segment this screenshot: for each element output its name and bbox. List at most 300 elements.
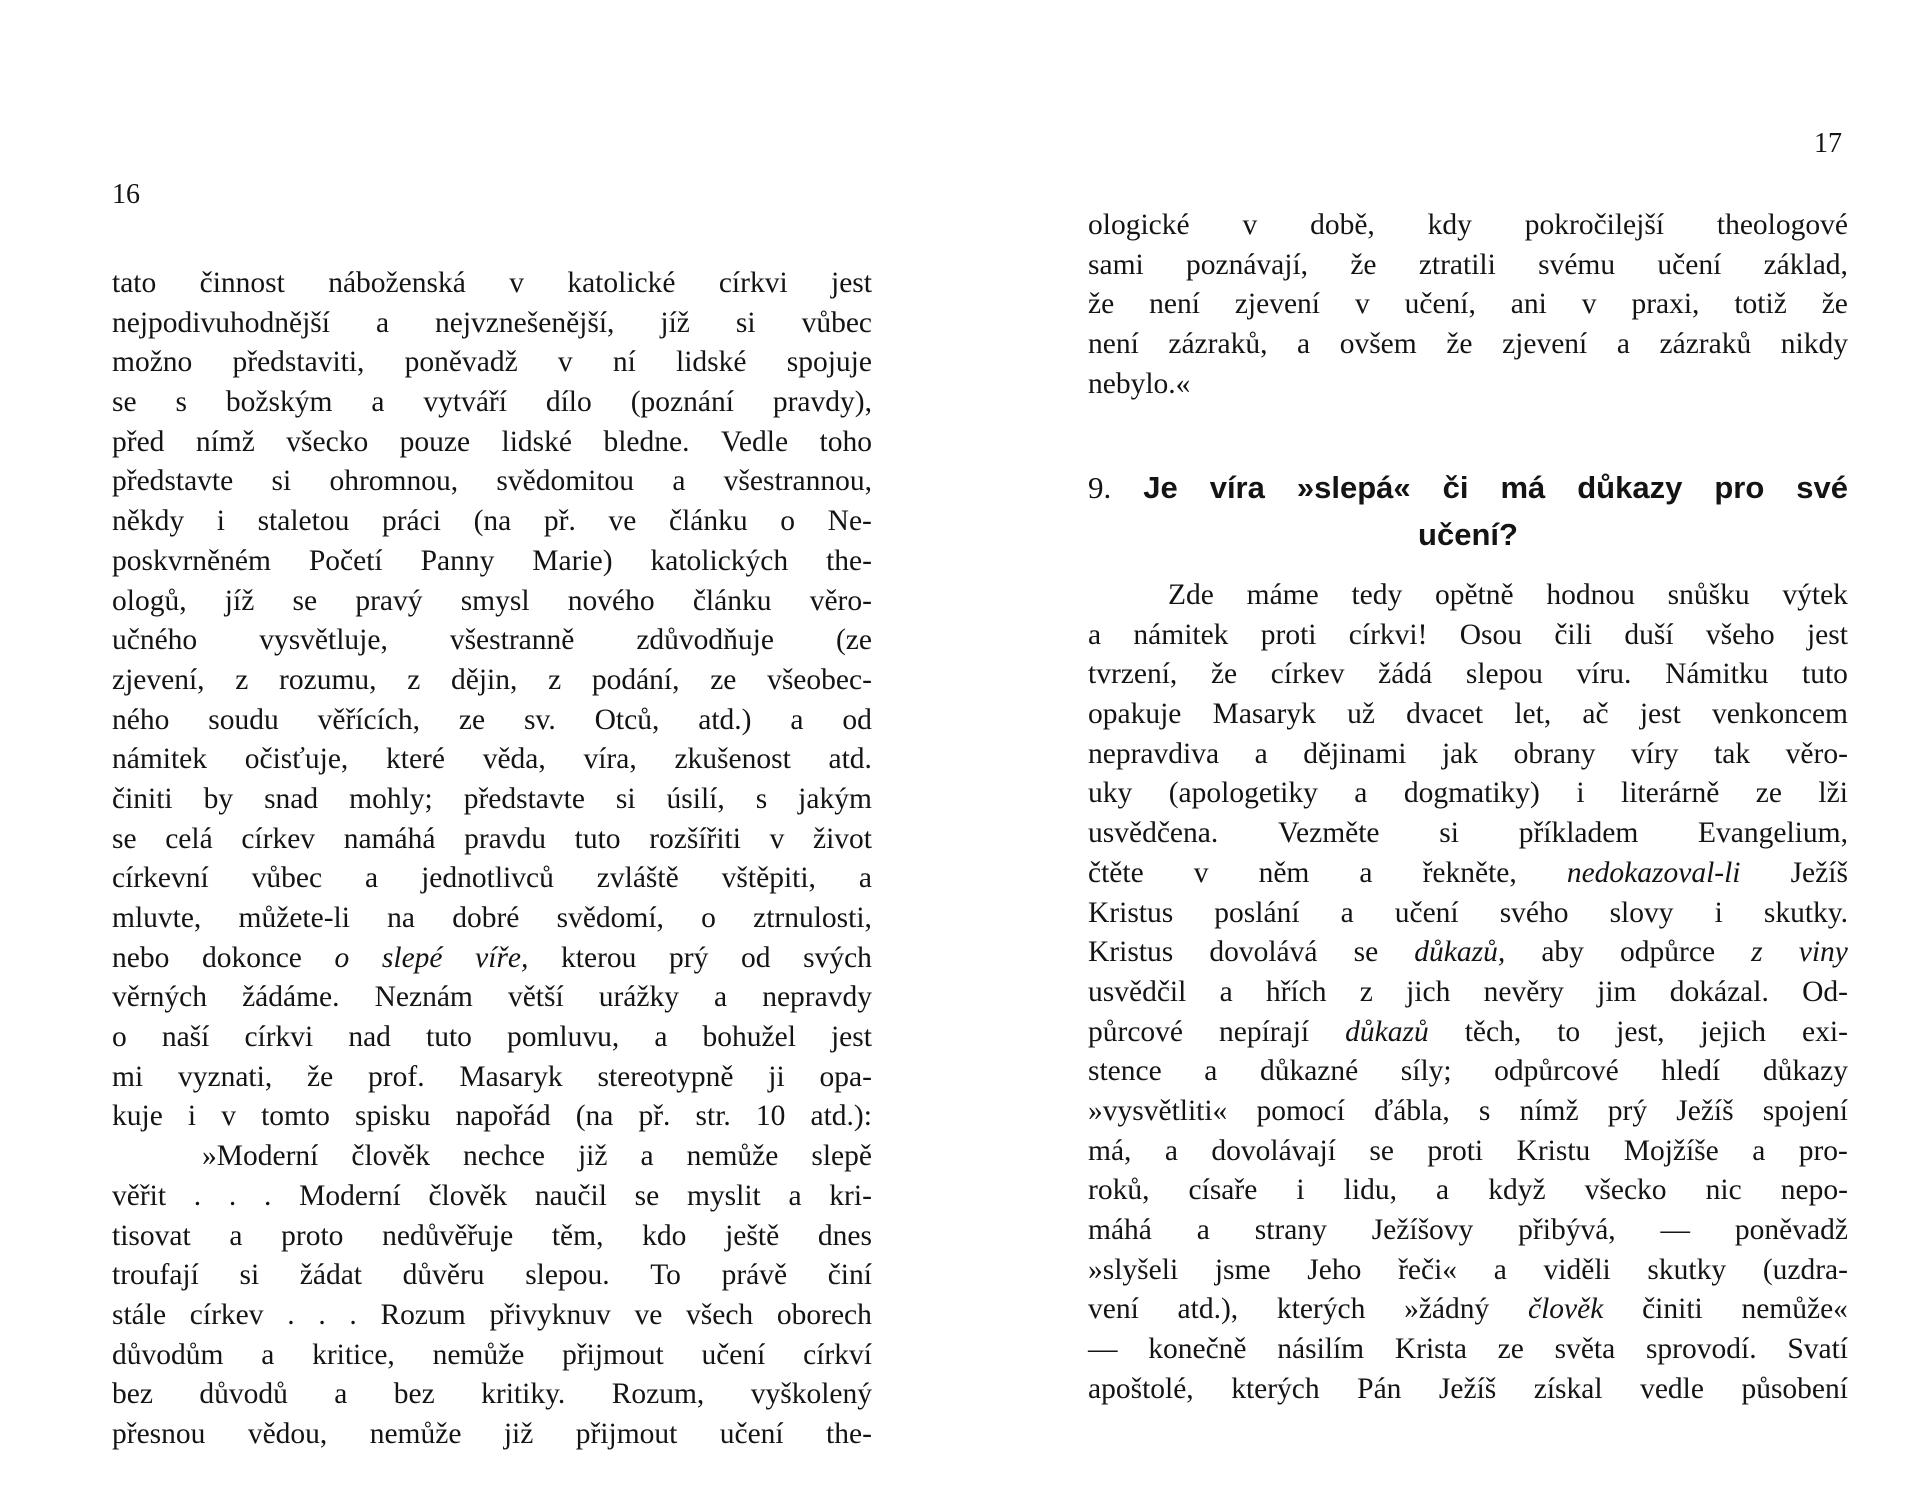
word: Evangelium, — [1698, 817, 1848, 850]
word: Ježíš — [1438, 1372, 1497, 1405]
word: spojuje — [786, 346, 872, 379]
word: proto — [281, 1219, 344, 1252]
word: a — [1196, 1214, 1210, 1246]
text-line — [1088, 857, 1848, 897]
word: Ježíšovy — [1371, 1214, 1474, 1246]
word: tedy — [1351, 579, 1403, 611]
word: z — [548, 663, 562, 696]
word: praxi, — [1631, 288, 1700, 321]
word: napořád — [455, 1100, 551, 1133]
word: důvěru — [402, 1259, 485, 1292]
word: Vedle — [720, 425, 789, 458]
word: pouze — [399, 425, 471, 458]
word: mohly; — [349, 782, 433, 815]
word: pravý — [355, 584, 423, 617]
word: . — [287, 1298, 295, 1331]
text-line — [112, 307, 872, 347]
word: poznávají, — [1186, 248, 1309, 281]
heading-word: Je — [1143, 470, 1178, 505]
word: dokázal. — [1669, 975, 1769, 1008]
word: jest, — [1616, 1015, 1665, 1048]
text-line — [1088, 288, 1848, 328]
word: v — [1193, 856, 1209, 889]
word: o — [780, 505, 796, 538]
word: a — [1436, 1174, 1450, 1207]
word: stereotypně — [597, 1060, 734, 1093]
word: oborech — [776, 1298, 872, 1331]
word: máme — [1246, 579, 1319, 611]
word: troufají — [112, 1259, 199, 1292]
word: a — [261, 1338, 275, 1371]
text-line — [112, 902, 872, 942]
word: představiti, — [232, 346, 365, 379]
word: poskvrněném — [112, 544, 271, 577]
word: a — [375, 306, 390, 339]
text-line — [1088, 209, 1848, 249]
word: si — [615, 782, 636, 815]
word: se — [292, 584, 318, 617]
text-line — [1088, 1373, 1848, 1413]
word: obrany — [1513, 737, 1596, 770]
word: ztratili — [1418, 248, 1496, 281]
word: Osou — [1459, 618, 1523, 651]
word: hodnou — [1546, 579, 1635, 611]
word: snůšku — [1667, 579, 1750, 611]
word: církev — [189, 1298, 264, 1331]
word: čtěte — [1088, 856, 1144, 889]
word: ještě — [725, 1219, 780, 1252]
word: kterou — [561, 941, 637, 974]
word: všeobec- — [767, 663, 872, 696]
word: celá — [165, 822, 213, 855]
word: těch, — [1464, 1015, 1522, 1048]
word: dvacet — [1406, 698, 1484, 731]
word: činiti — [112, 782, 173, 815]
word: usvědčil — [1088, 975, 1187, 1008]
word: zjevení, — [112, 663, 205, 696]
word: věro- — [809, 584, 872, 617]
word: které — [386, 743, 445, 776]
word: přesnou — [112, 1417, 206, 1450]
word: aby — [1541, 936, 1584, 969]
text-line — [1088, 777, 1848, 817]
word: tuto — [426, 1021, 472, 1054]
word: hřích — [1265, 975, 1327, 1008]
word: nebylo.« — [1088, 367, 1191, 400]
word: str. — [695, 1100, 731, 1133]
word: ji — [768, 1060, 785, 1093]
word: nejvznešenější, — [435, 306, 615, 339]
word: věro- — [1785, 737, 1848, 770]
word: že — [1210, 658, 1238, 691]
text-line — [112, 1259, 872, 1299]
word: jich — [1406, 975, 1451, 1008]
word: Zde — [1168, 579, 1214, 611]
word: . — [193, 1179, 202, 1212]
word: jim — [1597, 975, 1637, 1008]
word: (na — [473, 505, 512, 538]
word: se — [634, 1179, 660, 1212]
word: nemůže« — [1741, 1293, 1848, 1326]
word: nechce — [463, 1140, 545, 1173]
word: církvi! — [1348, 618, 1428, 651]
word: tisovat — [112, 1219, 191, 1252]
word: snad — [264, 782, 319, 815]
word: nemůže — [686, 1140, 779, 1173]
word: a — [1254, 737, 1268, 770]
word: učení — [719, 1417, 784, 1450]
word: namáhá — [343, 822, 436, 855]
word: odpůrce — [1620, 936, 1716, 969]
word: (apologetiky — [1168, 777, 1318, 810]
word: že — [307, 1060, 334, 1093]
word: vytváří — [423, 386, 507, 419]
word: ač — [1582, 698, 1609, 731]
word: a — [858, 862, 872, 895]
word: To — [650, 1259, 681, 1292]
word: nového — [567, 584, 655, 617]
word: ze — [1497, 1333, 1524, 1366]
word: kri- — [829, 1179, 872, 1212]
word: dobré — [452, 902, 520, 934]
word: dnes — [817, 1219, 872, 1252]
word: Kristu — [1516, 1134, 1591, 1167]
word: kterých — [1231, 1372, 1320, 1405]
word: příkladem — [1518, 817, 1639, 850]
word: si — [271, 465, 292, 498]
word: Námitku — [1665, 658, 1769, 691]
text-line — [112, 624, 872, 664]
word: článku — [668, 505, 748, 538]
word: a — [229, 1219, 243, 1252]
word: článku — [692, 584, 772, 617]
word: . — [228, 1179, 237, 1212]
word: všech — [686, 1298, 754, 1331]
word: síly; — [1400, 1055, 1452, 1088]
word: »vysvětliti« — [1088, 1094, 1228, 1127]
word: ďábla, — [1374, 1094, 1450, 1127]
word: spisku — [355, 1100, 431, 1133]
word: sami — [1088, 248, 1144, 281]
word: i — [1296, 1174, 1305, 1207]
text-line — [1088, 658, 1848, 698]
word: svých — [803, 941, 872, 974]
text-line — [112, 664, 872, 704]
word: Moderní — [299, 1179, 401, 1212]
word: církvi — [718, 267, 788, 299]
word: činí — [827, 1259, 872, 1292]
word: už — [1347, 698, 1375, 731]
text-line — [112, 783, 872, 823]
word: konečně — [1148, 1333, 1247, 1366]
word: a — [365, 862, 379, 895]
text-line — [112, 823, 872, 863]
word: tomto — [261, 1100, 330, 1133]
word: náboženská — [328, 267, 466, 299]
word: svědomitou — [496, 465, 635, 498]
page-number-left: 16 — [112, 179, 140, 210]
word: není — [1088, 328, 1139, 361]
word: důvodům — [112, 1338, 224, 1371]
word: a — [371, 386, 385, 419]
word: zjevení — [1234, 288, 1321, 321]
word: v — [557, 346, 573, 379]
word: učení — [1394, 896, 1459, 929]
word: od — [740, 941, 771, 974]
word: i — [216, 505, 225, 538]
word: a — [1359, 856, 1373, 889]
text-line — [112, 942, 872, 982]
text-line — [112, 981, 872, 1021]
word: v — [509, 267, 524, 299]
word: pravdu — [464, 822, 546, 855]
word: člověk — [1528, 1293, 1604, 1326]
right-page-top-text — [1088, 209, 1848, 407]
text-line — [112, 1378, 872, 1418]
word: prof. — [368, 1060, 425, 1093]
word: jest — [831, 267, 872, 299]
heading-word: pro — [1714, 470, 1765, 505]
word: viny — [1798, 936, 1848, 969]
word: vůbec — [801, 306, 872, 339]
word: literárně — [1621, 777, 1720, 810]
word: učného — [112, 624, 198, 657]
text-line — [112, 862, 872, 902]
word: kterých — [1276, 1293, 1366, 1326]
word: a — [672, 465, 686, 498]
text-line — [112, 1339, 872, 1379]
word: zjevení — [1502, 328, 1588, 361]
word: námitek — [112, 743, 208, 776]
word: žádá — [1378, 658, 1433, 691]
word: by — [203, 782, 234, 815]
word: s — [1478, 1094, 1491, 1127]
word: těm, — [551, 1219, 604, 1252]
word: tvrzení, — [1088, 658, 1178, 691]
word: nemůže — [369, 1417, 462, 1450]
text-line — [112, 1100, 872, 1140]
word: Masaryk — [1212, 698, 1316, 731]
word: . — [318, 1298, 326, 1331]
text-line — [1088, 1254, 1848, 1294]
word: světa — [1554, 1333, 1616, 1366]
word: dílo — [545, 386, 592, 419]
word: řeči« — [1398, 1253, 1458, 1286]
word: ologů, — [112, 584, 187, 617]
word: jejich — [1700, 1015, 1767, 1048]
word: poněvadž — [1734, 1214, 1848, 1246]
section-heading — [1088, 470, 1848, 506]
word: odpůrcové — [1494, 1055, 1619, 1088]
word: ovšem — [1339, 328, 1417, 361]
text-line — [112, 1220, 872, 1260]
word: vyznati, — [177, 1060, 273, 1093]
word: proti — [1427, 1134, 1484, 1167]
word: Neznám — [374, 981, 473, 1014]
word: uky — [1088, 777, 1133, 810]
word: víru. — [1576, 658, 1632, 691]
word: nepravdiva — [1088, 737, 1220, 770]
word: nepírají — [1219, 1015, 1310, 1048]
word: kuje — [112, 1100, 163, 1133]
word: čili — [1554, 618, 1593, 651]
word: působení — [1741, 1372, 1848, 1405]
word: práci — [381, 505, 441, 538]
word: v — [1581, 288, 1597, 321]
word: dogmatiky) — [1403, 777, 1540, 810]
word: se — [112, 386, 137, 419]
word: nímž — [195, 425, 255, 458]
text-line — [112, 465, 872, 505]
word: pravdy), — [772, 386, 872, 419]
word: jest — [1639, 698, 1681, 731]
word: vyškolený — [750, 1378, 872, 1411]
word: době, — [1310, 209, 1375, 241]
word: a — [1088, 618, 1102, 651]
word: z — [235, 663, 249, 696]
word: o — [112, 1021, 127, 1054]
word: atd.), — [1177, 1293, 1239, 1326]
word: všestrannou, — [723, 465, 872, 498]
word: nikdy — [1780, 328, 1848, 361]
word: atd. — [828, 743, 872, 776]
word: kritice, — [312, 1338, 395, 1371]
word: všecko — [1584, 1174, 1667, 1207]
text-line — [112, 267, 872, 307]
text-line — [112, 585, 872, 625]
word: vědou, — [247, 1417, 328, 1450]
text-line — [1088, 738, 1848, 778]
word: . — [349, 1298, 357, 1331]
word: mi — [112, 1060, 144, 1093]
word: »Moderní — [202, 1140, 319, 1173]
word: z — [1751, 936, 1763, 969]
word: Ne- — [827, 505, 872, 538]
word: nedůvěřuje — [382, 1219, 514, 1252]
word: od — [842, 703, 872, 736]
word: a — [1354, 777, 1368, 810]
word: v — [1354, 288, 1370, 321]
word: »žádný — [1404, 1293, 1490, 1326]
text-line — [1088, 1055, 1848, 1095]
word: si — [239, 1259, 260, 1292]
word: důkazů, — [1414, 936, 1506, 969]
word: — — [1660, 1214, 1691, 1246]
word: a — [1297, 328, 1311, 361]
word: již — [577, 1140, 608, 1173]
word: vení — [1088, 1293, 1139, 1326]
word: bez — [393, 1378, 435, 1411]
word: nepo- — [1780, 1174, 1848, 1207]
word: (uzdra- — [1762, 1253, 1848, 1286]
word: všestranně — [449, 624, 575, 657]
text-line — [1088, 1293, 1848, 1333]
word: přivyknuv — [489, 1298, 611, 1331]
text-line — [112, 1418, 872, 1458]
word: svého — [1499, 896, 1569, 929]
word: atd.) — [698, 703, 752, 736]
text-line — [1088, 936, 1848, 976]
word: přibývá, — [1518, 1214, 1616, 1246]
word: bohužel — [702, 1021, 796, 1054]
word: zdůvodňuje — [636, 624, 774, 657]
word: i — [1576, 777, 1585, 810]
word: vedle — [1640, 1372, 1704, 1405]
word: věřit — [112, 1179, 167, 1212]
section-heading-continuation: učení? — [1418, 517, 1518, 552]
word: skutky. — [1763, 896, 1848, 929]
word: důkazy — [1762, 1055, 1848, 1088]
word: představte — [112, 465, 234, 498]
text-line — [112, 743, 872, 783]
word: svému — [1538, 248, 1616, 281]
word: 10 — [755, 1100, 786, 1133]
word: nímž — [1519, 1094, 1579, 1127]
word: nejpodivuhodnější — [112, 306, 330, 339]
word: nevěry — [1483, 975, 1564, 1008]
word: že — [1446, 328, 1473, 361]
word: má, — [1088, 1134, 1132, 1167]
heading-word: své — [1796, 470, 1848, 505]
word: možno — [112, 346, 193, 379]
word: Vezměte — [1277, 817, 1380, 850]
word: ní — [612, 346, 636, 379]
word: Masaryk — [459, 1060, 563, 1093]
word: život — [812, 822, 872, 855]
word: žádat — [299, 1259, 363, 1292]
word: se — [1369, 1134, 1394, 1167]
word: ve — [608, 505, 637, 538]
text-line — [112, 346, 872, 386]
word: lidu, — [1343, 1174, 1397, 1207]
word: a — [654, 1021, 668, 1054]
word: nad — [348, 1021, 391, 1054]
text-line — [112, 426, 872, 466]
text-line — [112, 1140, 872, 1180]
word: že — [1350, 248, 1377, 281]
text-line — [112, 1061, 872, 1101]
word: Rozum — [380, 1298, 466, 1331]
text-line — [112, 1021, 872, 1061]
word: opakuje — [1088, 698, 1182, 731]
word: to — [1557, 1015, 1581, 1048]
word: kdo — [642, 1219, 687, 1252]
word: všeho — [1705, 618, 1775, 651]
word: jíž — [660, 306, 690, 339]
word: učení, — [1404, 288, 1476, 321]
word: víře, — [475, 941, 529, 974]
word: nedokazoval-li — [1566, 856, 1741, 889]
word: Svatí — [1787, 1333, 1848, 1366]
word: Mojžíše — [1623, 1134, 1719, 1167]
word: — — [1088, 1333, 1118, 1366]
word: př. — [543, 505, 576, 538]
word: toho — [819, 425, 872, 458]
text-line — [1088, 1174, 1848, 1214]
text-line — [112, 386, 872, 426]
word: prý — [669, 941, 709, 974]
word: větší — [507, 981, 564, 1014]
word: rozšířiti — [649, 822, 741, 855]
text-line — [1088, 1016, 1848, 1056]
word: přijmout — [575, 1417, 678, 1450]
word: sprovodí. — [1645, 1333, 1757, 1366]
word: stence — [1088, 1055, 1162, 1088]
word: dějin, — [451, 663, 518, 696]
word: nemůže — [432, 1338, 525, 1371]
word: vysvětluje, — [259, 624, 388, 657]
word: v — [769, 822, 785, 855]
